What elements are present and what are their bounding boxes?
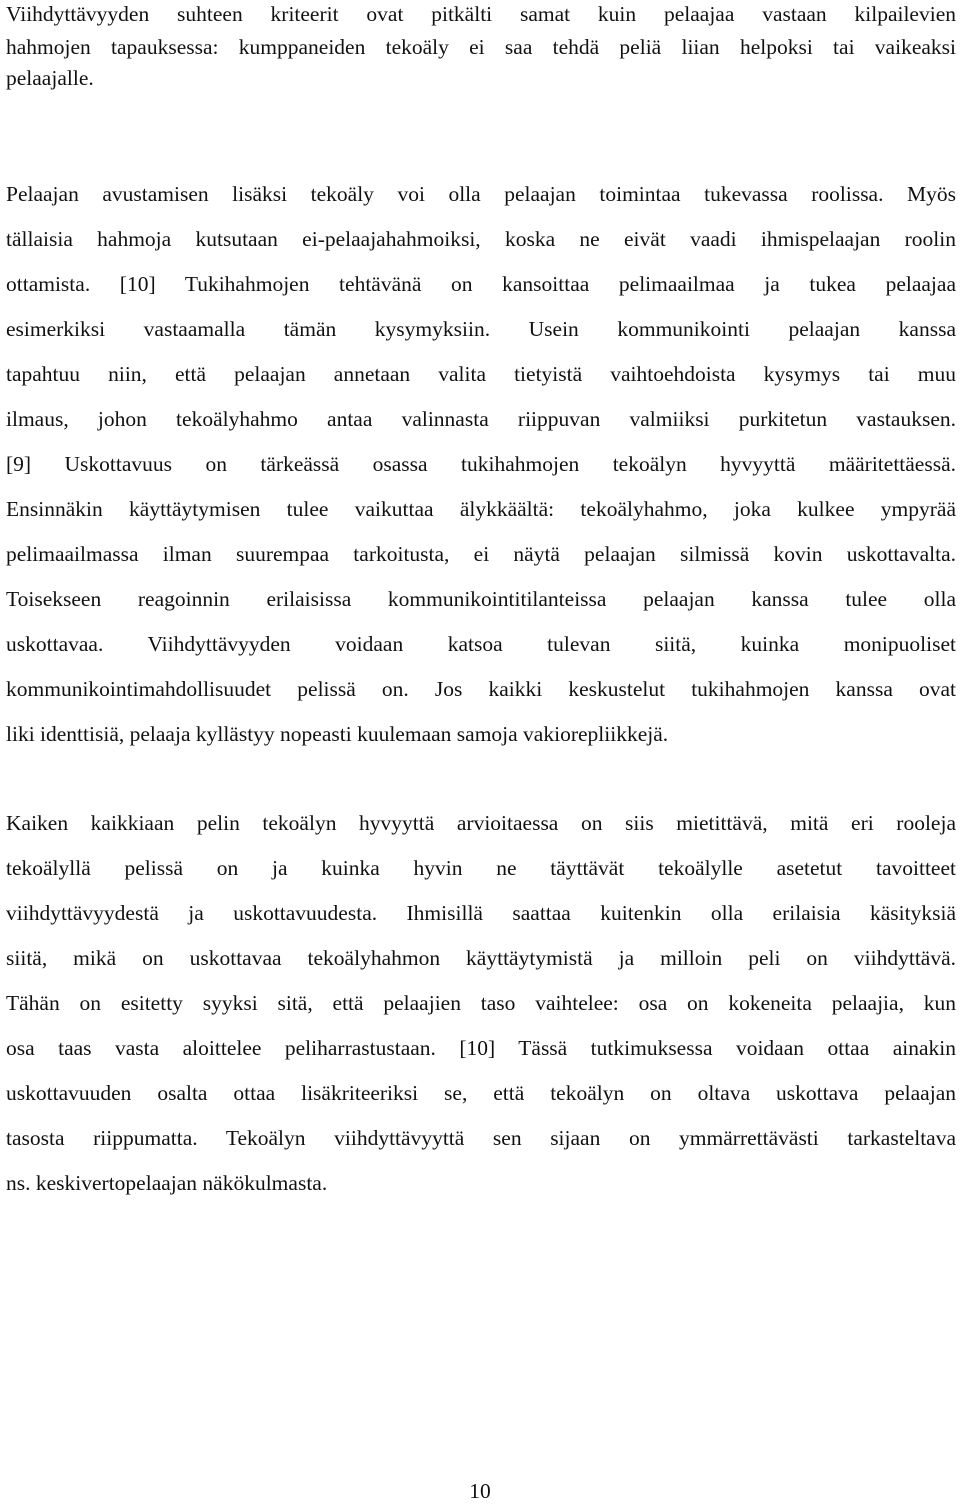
text-line: tapahtuu niin, että pelaajan annetaan valita tietyistä vaihtoehdoista kysymys tai muu [6,362,956,386]
text-line: pelimaailmassa ilman suurempaa tarkoitusta, ei näytä pelaajan silmissä kovin uskottavalta. [6,542,956,566]
text-line: pelaajalle. [6,66,94,90]
text-line: Tähän on esitetty syyksi sitä, että pelaajien taso vaihtelee: osa on kokeneita pelaajia, kun [6,991,956,1015]
text-line: hahmojen tapauksessa: kumppaneiden tekoäly ei saa tehdä peliä liian helpoksi tai vaikeaksi [6,35,956,59]
text-line: tasosta riippumatta. Tekoälyn viihdyttävyyttä sen sijaan on ymmärrettävästi tarkasteltava [6,1126,956,1150]
text-line: tekoälyllä pelissä on ja kuinka hyvin ne täyttävät tekoälylle asetetut tavoitteet [6,856,956,880]
text-line: Toisekseen reagoinnin erilaisissa kommunikointitilanteissa pelaajan kanssa tulee olla [6,587,956,611]
text-line: Kaiken kaikkiaan pelin tekoälyn hyvyyttä arvioitaessa on siis mietittävä, mitä eri rooleja [6,811,956,835]
text-line: Viihdyttävyyden suhteen kriteerit ovat pitkälti samat kuin pelaajaa vastaan kilpailevien [6,2,956,26]
text-line: ns. keskivertopelaajan näkökulmasta. [6,1171,328,1195]
text-line: ilmaus, johon tekoälyhahmo antaa valinnasta riippuvan valmiiksi purkitetun vastauksen. [6,407,956,431]
text-line: liki identtisiä, pelaaja kyllästyy nopeasti kuulemaan samoja vakiorepliikkejä. [6,722,669,746]
text-line: uskottavaa. Viihdyttävyyden voidaan katsoa tulevan siitä, kuinka monipuoliset [6,632,956,656]
text-line: ottamista. [10] Tukihahmojen tehtävänä on kansoittaa pelimaailmaa ja tukea pelaajaa [6,272,956,296]
text-line: Pelaajan avustamisen lisäksi tekoäly voi olla pelaajan toimintaa tukevassa roolissa. Myös [6,182,956,206]
text-line: Ensinnäkin käyttäytymisen tulee vaikuttaa älykkäältä: tekoälyhahmo, joka kulkee ympyrää [6,497,956,521]
text-line: siitä, mikä on uskottavaa tekoälyhahmon käyttäytymistä ja milloin peli on viihdyttävä. [6,946,956,970]
page-number: 10 [469,1479,491,1503]
text-line: esimerkiksi vastaamalla tämän kysymyksiin. Usein kommunikointi pelaajan kanssa [6,317,956,341]
text-line: osa taas vasta aloittelee peliharrastustaan. [10] Tässä tutkimuksessa voidaan ottaa ainakin [6,1036,956,1060]
text-line: kommunikointimahdollisuudet pelissä on. Jos kaikki keskustelut tukihahmojen kanssa ovat [6,677,956,701]
text-line: tällaisia hahmoja kutsutaan ei-pelaajahahmoiksi, koska ne eivät vaadi ihmispelaajan roolin [6,227,956,251]
text-line: viihdyttävyydestä ja uskottavuudesta. Ihmisillä saattaa kuitenkin olla erilaisia käsityksiä [6,901,956,925]
text-line: uskottavuuden osalta ottaa lisäkriteeriksi se, että tekoälyn on oltava uskottava pelaajan [6,1081,956,1105]
text-line: [9] Uskottavuus on tärkeässä osassa tukihahmojen tekoälyn hyvyyttä määritettäessä. [6,452,956,476]
